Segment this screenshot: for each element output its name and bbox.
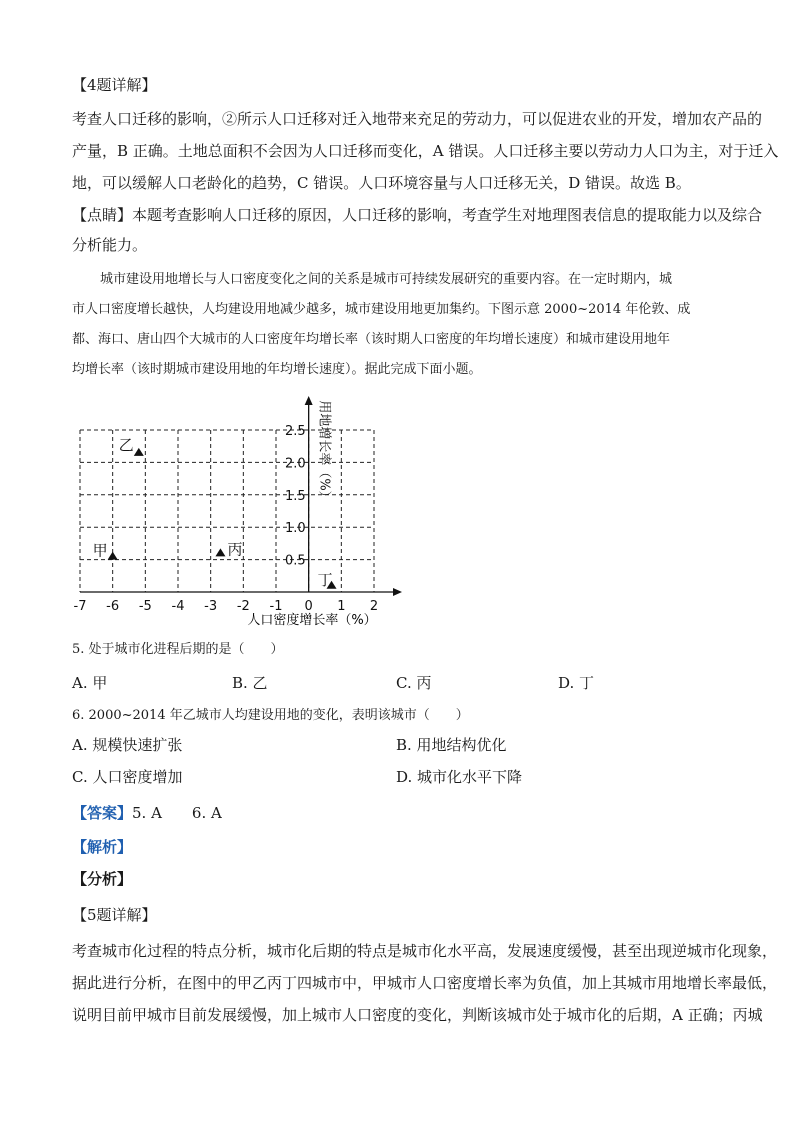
x-tick-label: -5 — [138, 599, 152, 614]
q5-stem: 5. 处于城市化进程后期的是（ ） — [72, 642, 284, 657]
x-tick-label: -7 — [73, 599, 87, 614]
q4-line-3: 地，可以缓解人口老龄化的趋势，C 错误。人口环境容量与人口迁移无关，D 错误。故选 B。 — [72, 174, 691, 192]
answer-text: 5. A 6. A — [132, 804, 222, 822]
city-marker — [215, 548, 225, 556]
y-axis-arrow — [305, 396, 313, 405]
q5-detail-header: 【5题详解】 — [72, 906, 157, 924]
q4-header: 【4题详解】 — [72, 76, 157, 94]
q4-line-2: 产量，B 正确。土地总面积不会因为人口迁移而变化，A 错误。人口迁移主要以劳动力人口为主，对于迁入 — [72, 142, 779, 160]
x-tick-label: -1 — [269, 599, 283, 614]
x-tick-label: 1 — [337, 599, 346, 614]
y-tick-label: 2.0 — [284, 456, 306, 472]
q5-detail-line-1: 考查城市化过程的特点分析，城市化后期的特点是城市化水平高，发展速度缓慢，甚至出现逆城市化现象， — [72, 942, 778, 960]
q5-detail-line-2: 据此进行分析，在图中的甲乙丙丁四城市中，甲城市人口密度增长率为负值，加上其城市用地增长率最低， — [72, 974, 778, 992]
q5-detail-line-3: 说明目前甲城市目前发展缓慢，加上城市人口密度的变化，判断该城市处于城市化的后期，A 正确；丙城 — [72, 1006, 763, 1024]
x-tick-label: -2 — [236, 599, 250, 614]
q6-option-a[interactable]: A. 规模快速扩张 — [72, 736, 183, 754]
scatter-chart — [68, 392, 408, 632]
intro-line-2: 市人口密度增长越快，人均建设用地减少越多，城市建设用地更加集约。下图示意 2000~2014 年伦敦、成 — [72, 302, 691, 317]
y-tick-label: 0.5 — [284, 553, 306, 569]
y-tick-label: 1.5 — [284, 488, 306, 504]
x-axis-label: 人口密度增长率（%） — [247, 613, 377, 628]
intro-line-4: 均增长率（该时期城市建设用地的年均增长速度）。据此完成下面小题。 — [72, 362, 482, 377]
city-label: 乙 — [118, 435, 134, 454]
q5-option-b[interactable]: B. 乙 — [232, 674, 268, 692]
y-tick-label: 2.5 — [284, 424, 306, 439]
city-label: 甲 — [92, 541, 108, 560]
fenxi-label: 【分析】 — [72, 870, 133, 888]
city-label: 丁 — [317, 570, 333, 589]
city-marker — [134, 448, 144, 456]
y-tick-label: 1.0 — [284, 521, 306, 537]
intro-line-1: 城市建设用地增长与人口密度变化之间的关系是城市可持续发展研究的重要内容。在一定时期内，城 — [100, 272, 673, 287]
city-label: 丙 — [227, 540, 243, 559]
dianjing-line-1: 【点睛】本题考查影响人口迁移的原因，人口迁移的影响，考查学生对地理图表信息的提取能力以及综合 — [72, 206, 763, 224]
answer-row — [72, 802, 222, 823]
x-axis-arrow — [393, 588, 402, 596]
q5-option-a[interactable]: A. 甲 — [72, 674, 108, 692]
x-tick-label: -6 — [106, 599, 120, 614]
q6-stem: 6. 2000~2014 年乙城市人均建设用地的变化，表明该城市（ ） — [72, 708, 469, 723]
city-marker — [108, 552, 118, 560]
x-tick-label: -4 — [171, 599, 185, 614]
q6-option-b[interactable]: B. 用地结构优化 — [396, 736, 507, 754]
x-tick-label: 0 — [304, 599, 313, 614]
q5-option-c[interactable]: C. 丙 — [396, 674, 432, 692]
x-tick-label: -3 — [204, 599, 218, 614]
chart-axes — [80, 396, 402, 596]
q5-option-d[interactable]: D. 丁 — [558, 674, 595, 692]
q6-option-d[interactable]: D. 城市化水平下降 — [396, 768, 523, 786]
q4-line-1: 考查人口迁移的影响，②所示人口迁移对迁入地带来充足的劳动力，可以促进农业的开发，增加农产品的 — [72, 110, 763, 128]
q6-option-c[interactable]: C. 人口密度增加 — [72, 768, 183, 786]
jiexi-label: 【解析】 — [72, 838, 133, 856]
answer-label: 【答案】 — [72, 804, 133, 822]
x-tick-label: 2 — [369, 599, 379, 614]
y-axis-label: 用地增长率（%） — [316, 400, 332, 504]
intro-line-3: 都、海口、唐山四个大城市的人口密度年均增长率（该时期人口密度的年均增长速度）和城市建设用地年 — [72, 332, 671, 347]
dianjing-line-2: 分析能力。 — [72, 236, 148, 254]
